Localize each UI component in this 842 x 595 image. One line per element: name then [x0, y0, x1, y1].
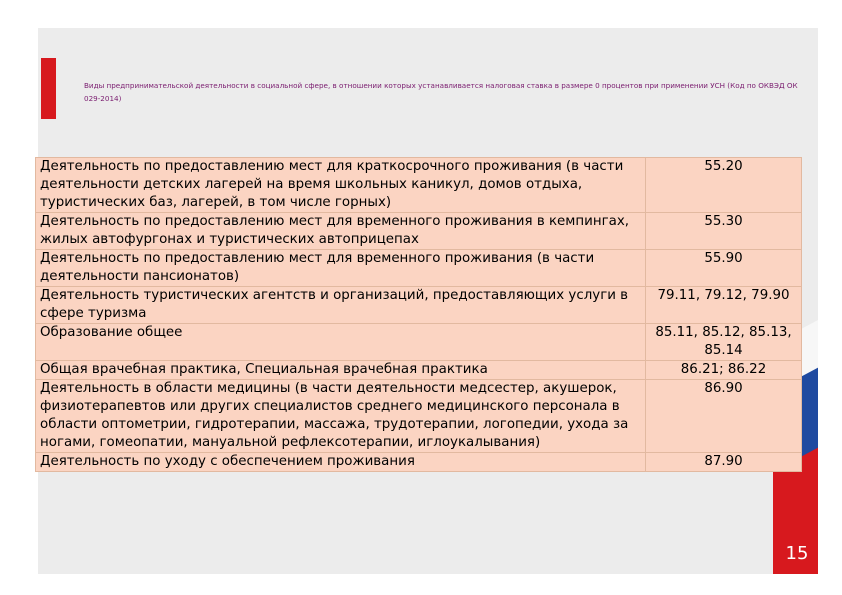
activity-cell: Деятельность по предоставлению мест для временного проживания в кемпингах, жилых автофургонах и туристических автоприцепах: [36, 213, 646, 250]
okved-code-cell: 85.11, 85.12, 85.13, 85.14: [646, 324, 802, 361]
table-row: [36, 158, 802, 213]
okved-code-cell: 55.30: [646, 213, 802, 250]
activity-cell: Общая врачебная практика, Специальная врачебная практика: [36, 361, 646, 380]
okved-code-cell: 55.20: [646, 158, 802, 213]
table-row: [36, 361, 802, 380]
okved-code-cell: 55.90: [646, 250, 802, 287]
table-row: [36, 287, 802, 324]
table-row: [36, 250, 802, 287]
activity-cell: Деятельность по уходу с обеспечением проживания: [36, 453, 646, 472]
activity-cell: Деятельность по предоставлению мест для временного проживания (в части деятельности пансионатов): [36, 250, 646, 287]
red-accent-bar: [41, 58, 56, 119]
activity-cell: Деятельность по предоставлению мест для краткосрочного проживания (в части деятельности детских лагерей на время школьных каникул, домов отдыха, туристических баз, лагерей, в том числе горных): [36, 158, 646, 213]
table-row: [36, 380, 802, 453]
activity-cell: Образование общее: [36, 324, 646, 361]
table-row: [36, 213, 802, 250]
table-row: [36, 453, 802, 472]
okved-code-cell: 87.90: [646, 453, 802, 472]
okved-activity-table: [35, 157, 802, 472]
okved-code-cell: 86.21; 86.22: [646, 361, 802, 380]
slide-heading: Виды предпринимательской деятельности в социальной сфере, в отношении которых устанавливается налоговая ставка в размере 0 процентов при применении УСН (Код по ОКВЭД ОК 029-2014): [84, 81, 798, 103]
okved-code-cell: 86.90: [646, 380, 802, 453]
okved-code-cell: 79.11, 79.12, 79.90: [646, 287, 802, 324]
activity-cell: Деятельность туристических агентств и организаций, предоставляющих услуги в сфере туризма: [36, 287, 646, 324]
page-number-badge: 15: [778, 536, 816, 572]
table-row: [36, 324, 802, 361]
activity-cell: Деятельность в области медицины (в части деятельности медсестер, акушерок, физиотерапевтов или других специалистов среднего медицинского персонала в области оптометрии, гидротерапии, массажа, трудотерапии, логопедии, ухода за ногами, гомеопатии, мануальной рефлексотерапии, иглоукалывания): [36, 380, 646, 453]
